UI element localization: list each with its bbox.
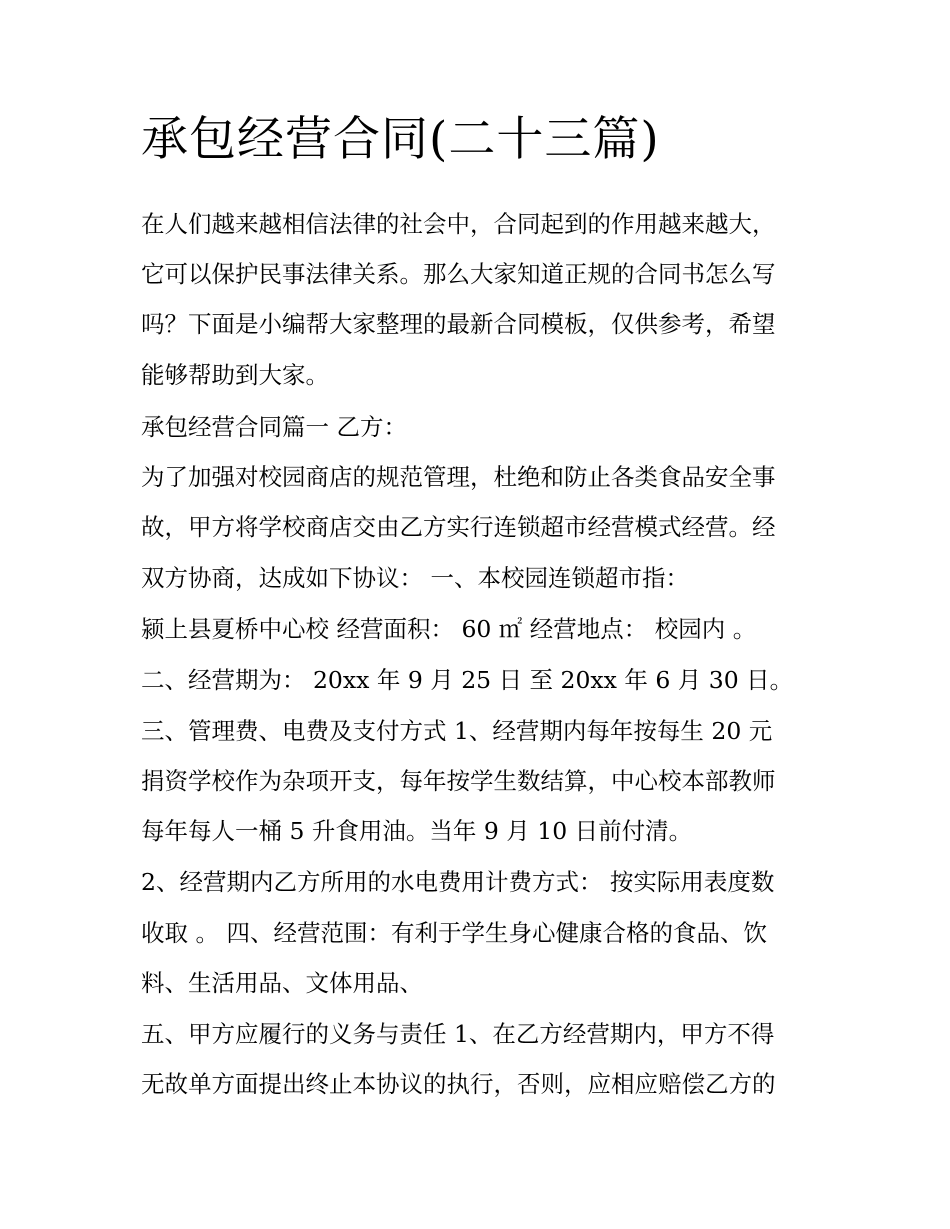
paragraph-line: 捐资学校作为杂项开支，每年按学生数结算，中心校本部教师 — [141, 767, 776, 795]
paragraph-line: 二、经营期为： 20xx 年 9 月 25 日 至 20xx 年 6 月 30 日。 — [141, 666, 794, 694]
paragraph-line: 故，甲方将学校商店交由乙方实行连锁超市经营模式经营。经 — [141, 513, 776, 541]
paragraph-line: 收取 。 四、经营范围：有利于学生身心健康合格的食品、饮 — [141, 919, 767, 947]
paragraph-line: 颍上县夏桥中心校 经营面积： 60 ㎡ 经营地点： 校园内 。 — [141, 615, 757, 643]
paragraph-line: 为了加强对校园商店的规范管理，杜绝和防止各类食品安全事 — [141, 463, 776, 491]
paragraph-line: 能够帮助到大家。 — [141, 361, 329, 389]
paragraph-line: 吗？下面是小编帮大家整理的最新合同模板，仅供参考，希望 — [141, 310, 776, 338]
paragraph-line: 它可以保护民事法律关系。那么大家知道正规的合同书怎么写 — [141, 260, 776, 288]
paragraph-line: 料、生活用品、文体用品、 — [141, 969, 423, 997]
document-title: 承包经营合同(二十三篇) — [141, 112, 660, 167]
paragraph-line: 在人们越来越相信法律的社会中，合同起到的作用越来越大， — [141, 210, 776, 238]
paragraph-line: 无故单方面提出终止本协议的执行，否则，应相应赔偿乙方的 — [141, 1070, 776, 1098]
section-heading-line: 承包经营合同篇一 乙方： — [141, 413, 407, 441]
paragraph-line: 三、管理费、电费及支付方式 1、经营期内每年按每生 20 元 — [141, 717, 773, 745]
paragraph-line: 每年每人一桶 5 升食用油。当年 9 月 10 日前付清。 — [141, 817, 693, 845]
paragraph-line: 2、经营期内乙方所用的水电费用计费方式： 按实际用表度数 — [141, 868, 775, 896]
paragraph-line: 双方协商，达成如下协议： 一、本校园连锁超市指： — [141, 564, 689, 592]
paragraph-line: 五、甲方应履行的义务与责任 1、在乙方经营期内，甲方不得 — [141, 1020, 775, 1048]
